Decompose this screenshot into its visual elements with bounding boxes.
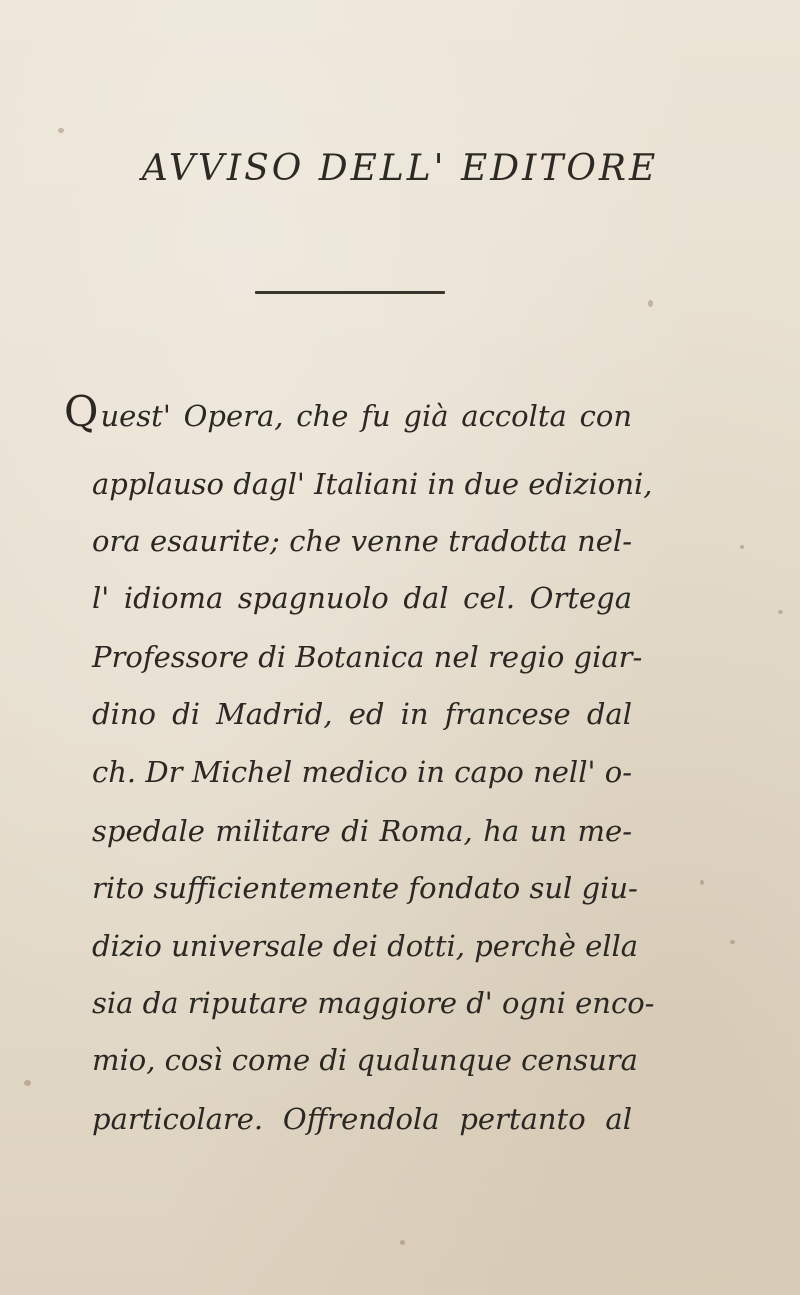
heading-rule [255,291,445,294]
paper-speck [400,1240,405,1245]
text-line: Professore di Botanica nel regio giar- [92,640,643,674]
text-line: Quest' Opera, che fu già accolta con [64,387,632,436]
text-line: ora esaurite; che venne tradotta nel- [92,524,632,558]
text-line: mio, così come di qualunque censura [92,1043,638,1077]
page-heading: AVVISO DELL' EDITORE [141,148,659,189]
text-line: rito sufficientemente fondato sul giu- [92,871,638,905]
text-line: sia da riputare maggiore d' ogni enco- [92,986,655,1020]
text-line: spedale militare di Roma, ha un me- [92,814,632,848]
drop-cap: Q [64,387,99,436]
paper-speck [740,545,744,549]
text-line: particolare. Offrendola pertanto al [92,1102,632,1136]
paper-speck [648,300,653,307]
paper-speck [24,1080,31,1086]
text-line: applauso dagl' Italiani in due edizioni, [92,467,653,501]
text-line: dino di Madrid, ed in francese dal [92,697,632,731]
text-line: ch. Dr Michel medico in capo nell' o- [92,755,632,789]
paper-speck [730,940,735,944]
text-line: l' idioma spagnuolo dal cel. Ortega [92,581,632,615]
paper-speck [778,610,783,614]
paper-speck [58,128,64,133]
text-line: dizio universale dei dotti, perchè ella [92,929,639,963]
paper-speck [700,880,704,885]
